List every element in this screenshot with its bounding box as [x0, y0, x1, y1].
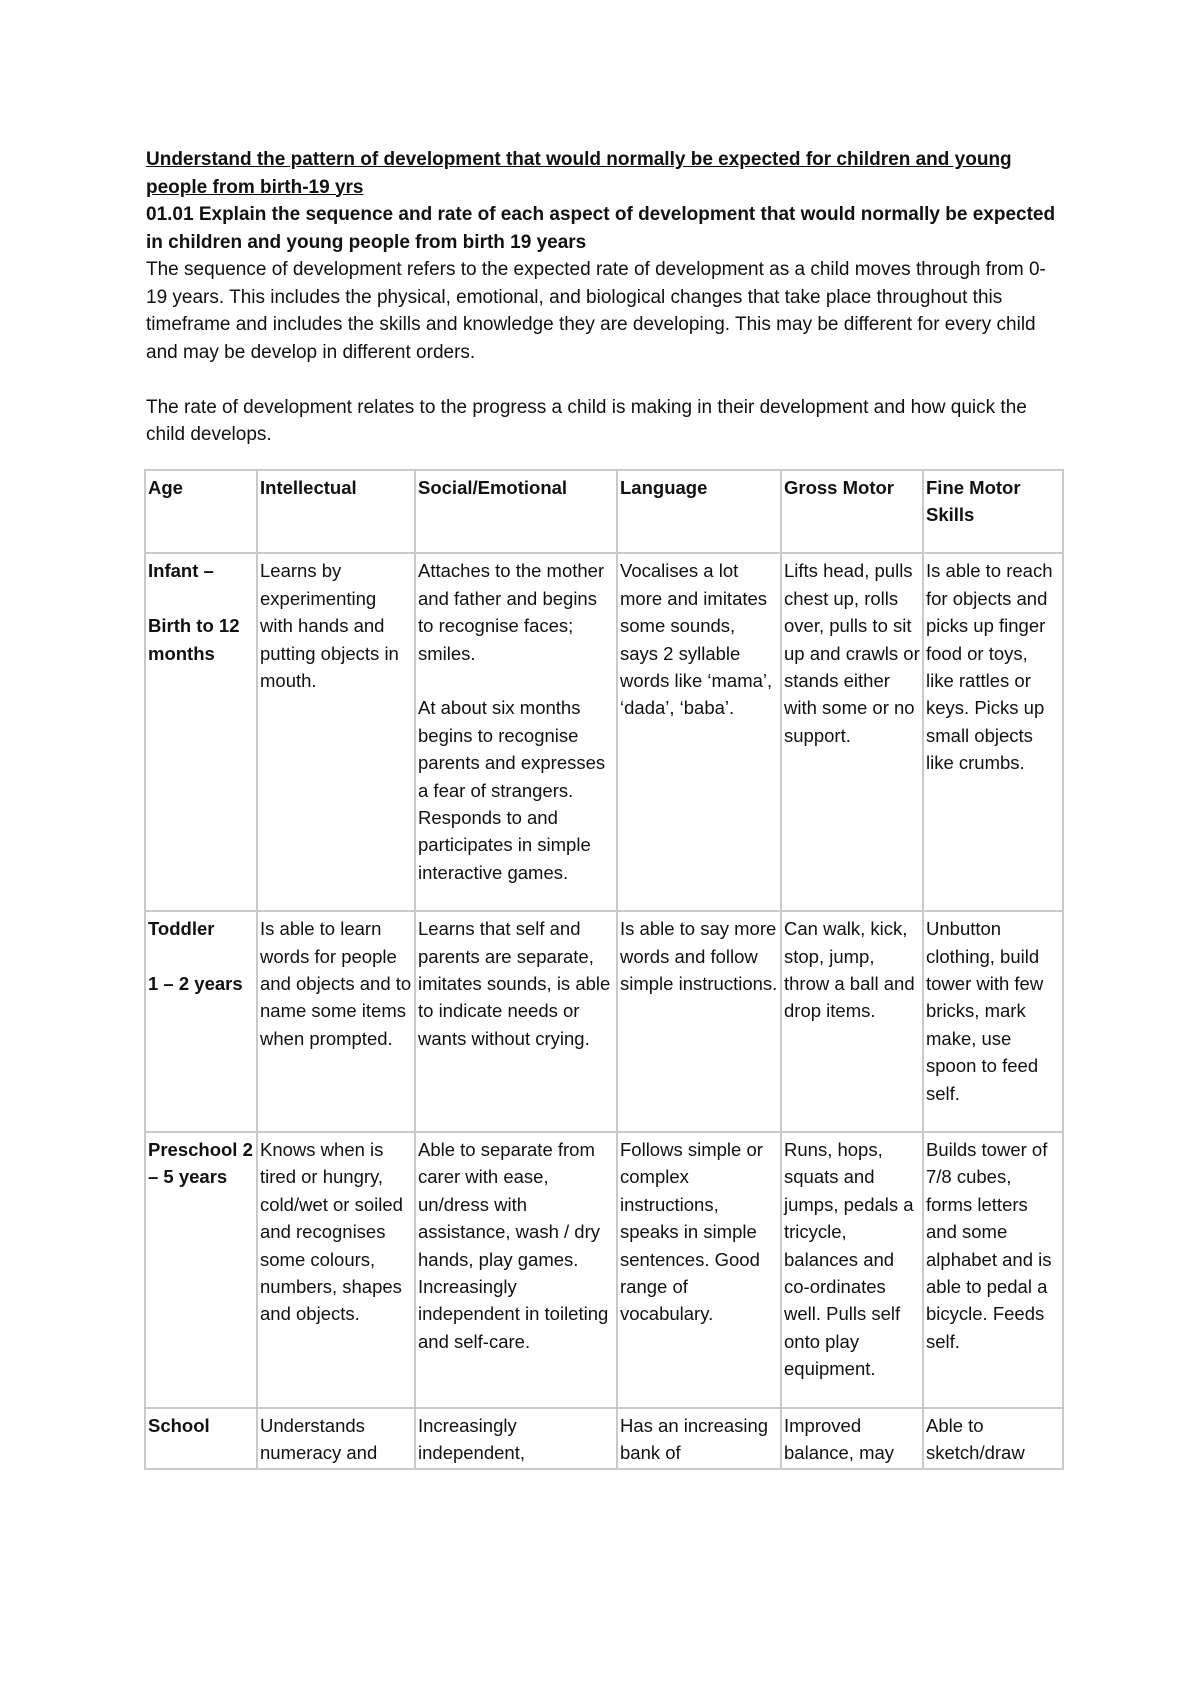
fine-motor-cell: Unbutton clothing, build tower with few bricks, mark make, use spoon to feed self. [923, 911, 1063, 1132]
header-social-emotional: Social/Emotional [415, 470, 617, 554]
language-cell: Vocalises a lot more and imitates some sounds, says 2 syllable words like ‘mama’, ‘dada’, ‘baba’. [617, 553, 781, 911]
age-spacer [148, 585, 254, 612]
section-heading: 01.01 Explain the sequence and rate of each aspect of development that would normally be expected in children and young people from birth 19 years [146, 204, 1056, 253]
table-header-row [145, 470, 1063, 554]
header-intellectual: Intellectual [257, 470, 415, 554]
document-content [146, 146, 1066, 1470]
social-text: Increasingly independent, [418, 1414, 525, 1464]
language-cell: Is able to say more words and follow simple instructions. [617, 911, 781, 1132]
header-language: Language [617, 470, 781, 554]
age-label: Toddler [148, 918, 215, 940]
age-cell [145, 911, 257, 1132]
age-label: School [148, 1414, 210, 1436]
gross-motor-cell: Runs, hops, squats and jumps, pedals a tricycle, balances and co-ordinates well. Pulls self onto play equipment. [781, 1132, 923, 1408]
social-spacer [418, 667, 614, 694]
social-emotional-cell [415, 553, 617, 911]
language-cell [617, 1408, 781, 1469]
fine-motor-cell: Is able to reach for objects and picks up finger food or toys, like rattles or keys. Picks up small objects like crumbs. [923, 553, 1063, 911]
age-label: Infant – [148, 560, 214, 582]
table-row [145, 911, 1063, 1132]
gross-motor-cell: Can walk, kick, stop, jump, throw a ball and drop items. [781, 911, 923, 1132]
sequence-paragraph: The sequence of development refers to the expected rate of development as a child moves through from 0-19 years. This includes the physical, emotional, and biological changes that take place throughout this timeframe and includes the skills and knowledge they are developing. This may be different for every child and may be develop in different orders. [146, 259, 1046, 363]
header-age: Age [145, 470, 257, 554]
rate-paragraph: The rate of development relates to the progress a child is making in their development and how quick the child develops. [146, 396, 1027, 445]
gross-motor-cell [781, 1408, 923, 1469]
gross-motor-text: Improved balance, may [784, 1414, 895, 1464]
table-row [145, 1132, 1063, 1408]
intellectual-cell: Learns by experimenting with hands and putting objects in mouth. [257, 553, 415, 911]
age-cell: Preschool 2 – 5 years [145, 1132, 257, 1408]
development-table [144, 469, 1064, 1470]
intellectual-cell [257, 1408, 415, 1469]
social-paragraph: At about six months begins to recognise parents and expresses a fear of strangers. Responds to and participates in simple interactive games. [418, 697, 606, 883]
language-text: Has an increasing bank of [620, 1414, 769, 1464]
age-range: 1 – 2 years [148, 972, 243, 994]
header-fine-motor: Fine Motor Skills [923, 470, 1063, 554]
age-cell [145, 553, 257, 911]
language-cell: Follows simple or complex instructions, speaks in simple sentences. Good range of vocabulary. [617, 1132, 781, 1408]
table-row [145, 553, 1063, 911]
fine-motor-cell [923, 1408, 1063, 1469]
fine-motor-text: Able to sketch/draw [926, 1414, 1025, 1464]
intellectual-text: Understands numeracy and [260, 1414, 378, 1464]
intellectual-cell: Knows when is tired or hungry, cold/wet or soiled and recognises some colours, numbers, shapes and objects. [257, 1132, 415, 1408]
intellectual-cell: Is able to learn words for people and objects and to name some items when prompted. [257, 911, 415, 1132]
table-row [145, 1408, 1063, 1469]
social-emotional-cell [415, 1408, 617, 1469]
social-emotional-cell: Able to separate from carer with ease, un/dress with assistance, wash / dry hands, play games. Increasingly independent in toileting and self-care. [415, 1132, 617, 1408]
age-spacer [148, 943, 254, 970]
gross-motor-cell: Lifts head, pulls chest up, rolls over, pulls to sit up and crawls or stands either with some or no support. [781, 553, 923, 911]
fine-motor-cell: Builds tower of 7/8 cubes, forms letters and some alphabet and is able to pedal a bicycle. Feeds self. [923, 1132, 1063, 1408]
document-title: Understand the pattern of development that would normally be expected for children and young people from birth-19 yrs [146, 149, 1012, 198]
age-range: Birth to 12 months [148, 615, 240, 664]
social-paragraph: Attaches to the mother and father and begins to recognise faces; smiles. [418, 560, 605, 664]
age-cell [145, 1408, 257, 1469]
header-gross-motor: Gross Motor [781, 470, 923, 554]
social-emotional-cell: Learns that self and parents are separate, imitates sounds, is able to indicate needs or wants without crying. [415, 911, 617, 1132]
